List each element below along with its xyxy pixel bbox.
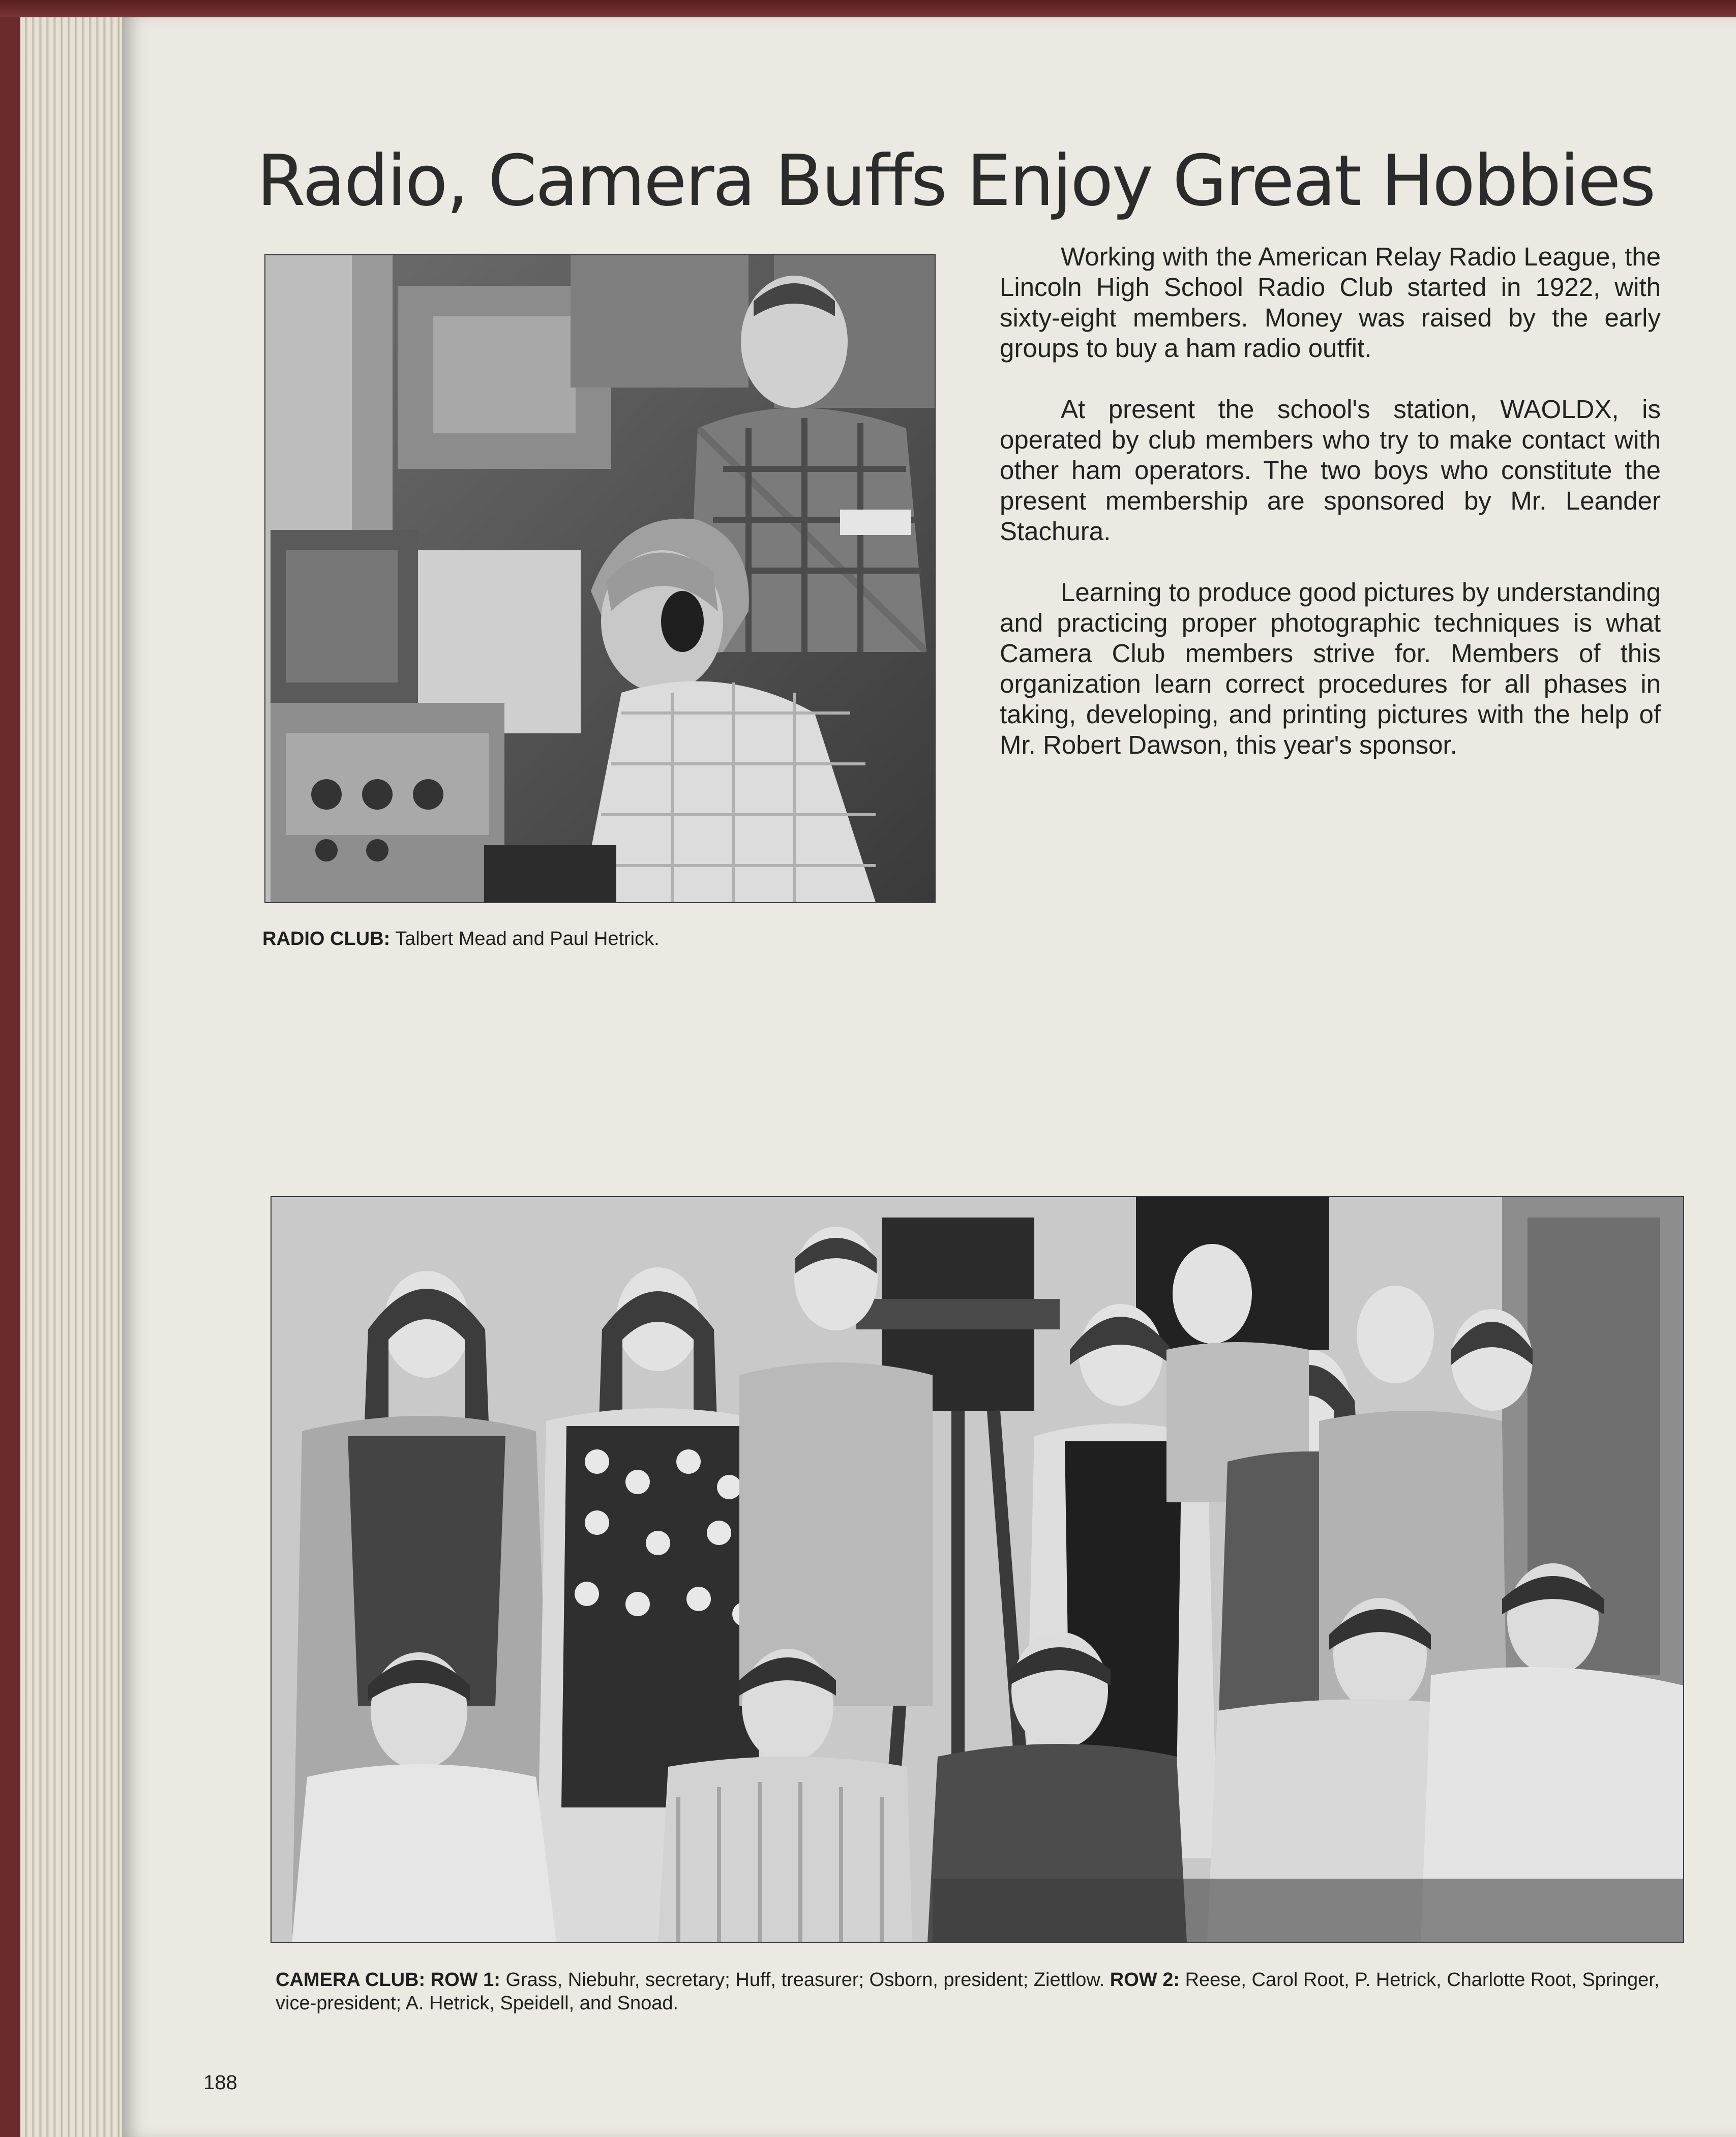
paragraph-radio-station: At present the school's station, WAOLDX, is operated by club members who try to make contact with other ham operators. The two boys who constitute the present membership are sponsored by Mr. Leander Stachura. [1000, 395, 1661, 546]
radio-caption-label: RADIO CLUB: [262, 928, 391, 949]
camera-club-caption [276, 1968, 1679, 2015]
camera-caption-row2-label: ROW 2: [1110, 1969, 1180, 1991]
radio-club-caption [262, 927, 974, 951]
article-text [1000, 242, 1661, 791]
paragraph-radio-history: Working with the American Relay Radio League, the Lincoln High School Radio Club started in 1922, with sixty-eight members. Money was raised by the early groups to buy a ham radio outfit. [1000, 242, 1661, 363]
radio-club-photo [264, 254, 936, 903]
camera-caption-label: CAMERA CLUB: ROW 1: [276, 1969, 500, 1991]
page-number: 188 [203, 2071, 237, 2094]
paragraph-camera-club: Learning to produce good pictures by understanding and practicing proper photographic techniques is what Camera Club members strive for. Members of this organization learn correct procedures for all phases in taking, developing, and printing pictures with the help of Mr. Robert Dawson, this year's sponsor. [1000, 578, 1661, 759]
camera-club-photo [271, 1196, 1684, 1943]
page-stack-edge [20, 17, 137, 2137]
radio-caption-text: Talbert Mead and Paul Hetrick. [390, 928, 660, 949]
book-cover-edge [0, 0, 1736, 17]
camera-caption-row2: Reese, Carol Root, P. Hetrick, Charlotte Root, Springer, vice-president; A. Hetrick, Speidell, and Snoad. [276, 1969, 1660, 2014]
camera-caption-row1: Grass, Niebuhr, secretary; Huff, treasurer; Osborn, president; Ziettlow. [500, 1969, 1110, 1991]
page-title: Radio, Camera Buffs Enjoy Great Hobbies [257, 140, 1655, 222]
